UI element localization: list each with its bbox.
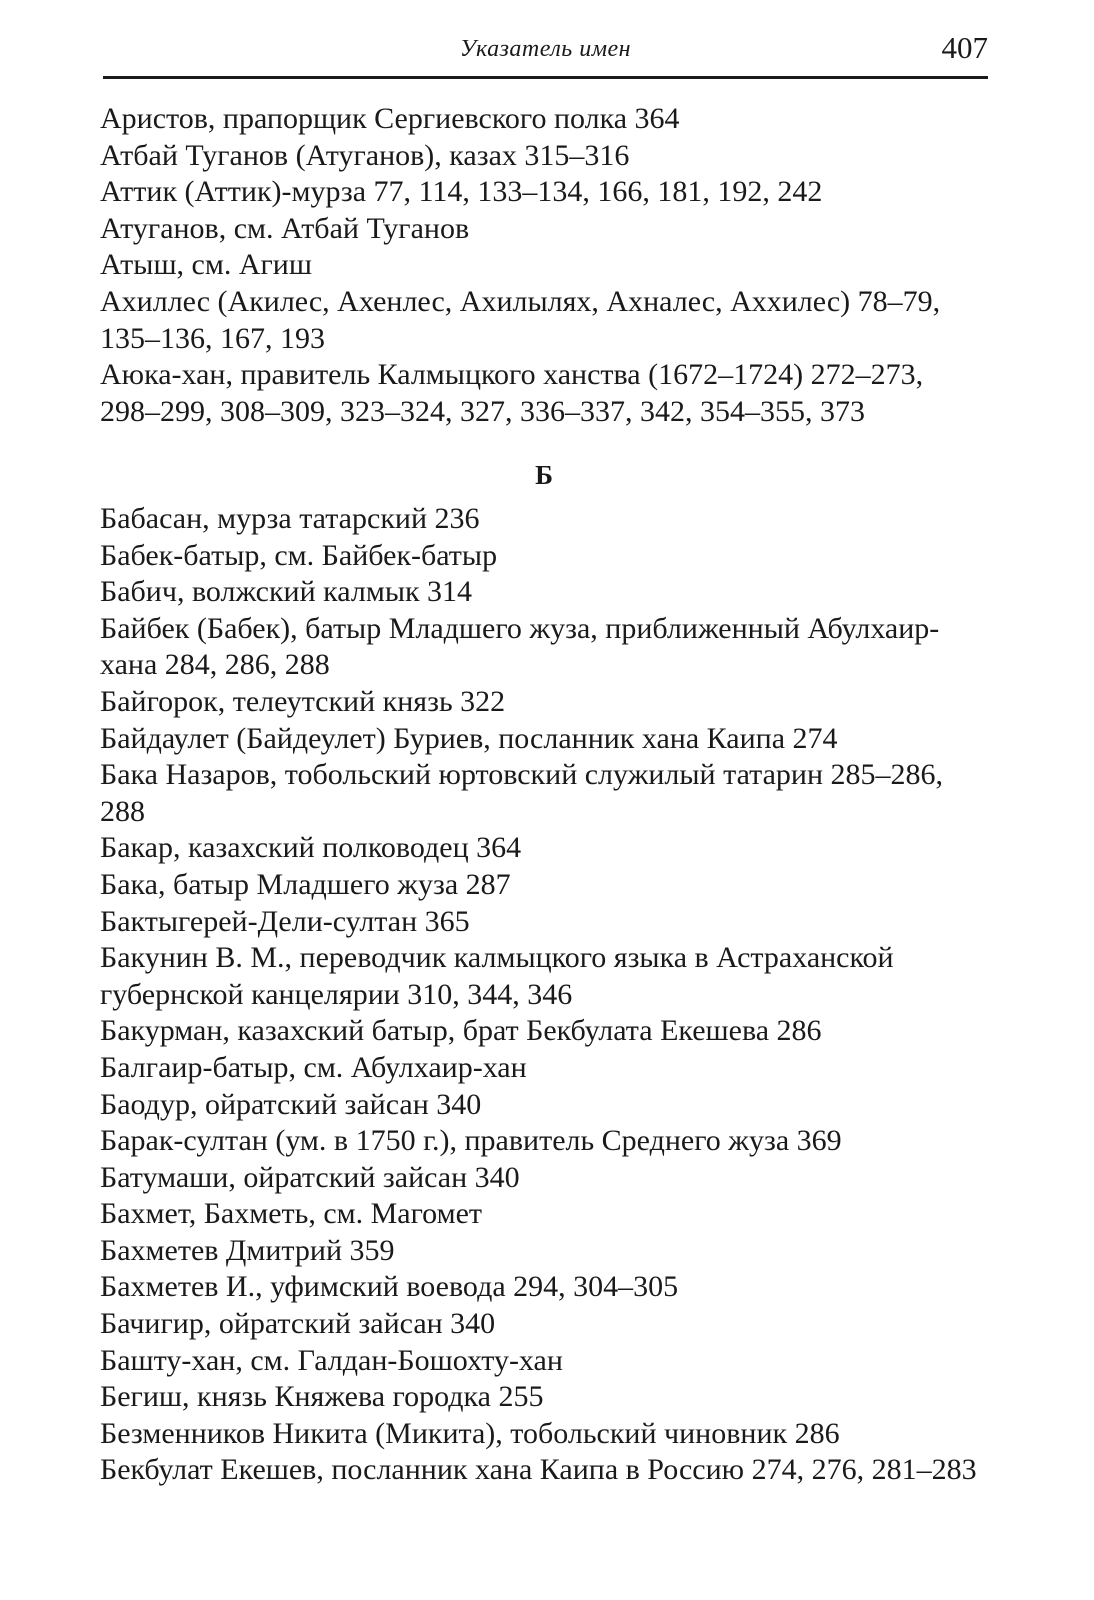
index-entry: Аристов, прапорщик Сергиевского полка 364 xyxy=(100,102,680,135)
header-rule xyxy=(103,76,988,79)
index-entry: Бегиш, князь Княжева городка 255 xyxy=(100,1380,544,1414)
index-entry: Бакар, казахский полководец 364 xyxy=(100,831,522,865)
index-entry: Безменников Никита (Микита), тобольский чиновник 286 xyxy=(100,1416,840,1450)
index-entry: Бакурман, казахский батыр, брат Бекбулата Екешева 286 xyxy=(100,1014,822,1048)
running-title: Указатель имен xyxy=(459,36,632,62)
index-entry: Балгаир-батыр, см. Абулхаир-хан xyxy=(100,1050,527,1084)
index-block-b xyxy=(100,501,988,1489)
section-letter: Б xyxy=(535,460,553,490)
index-entry: Бабек-батыр, см. Байбек-батыр xyxy=(100,538,498,572)
page-number: 407 xyxy=(941,30,988,65)
index-entry: Байдаулет (Байдеулет) Буриев, посланник хана Каипа 274 xyxy=(100,721,838,755)
index-entry: Бекбулат Екешев, посланник хана Каипа в Россию 274, 276, 281–283 xyxy=(100,1453,977,1487)
page-header xyxy=(103,28,988,78)
index-entry: Байбек (Бабек), батыр Младшего жуза, приближенный Абулхаир-хана 284, 286, 288 xyxy=(100,611,940,682)
index-entry: Бахметев Дмитрий 359 xyxy=(100,1233,395,1267)
index-entry: Атуганов, см. Атбай Туганов xyxy=(100,211,470,245)
index-entry: Атбай Туганов (Атуганов), казах 315–316 xyxy=(100,138,630,172)
index-entry: Батумаши, ойратский зайсан 340 xyxy=(100,1160,520,1194)
index-entry: Башту-хан, см. Галдан-Бошохту-хан xyxy=(100,1343,563,1377)
index-entry: Бахметев И., уфимский воевода 294, 304–305 xyxy=(100,1270,679,1304)
index-entry: Барак-султан (ум. в 1750 г.), правитель Среднего жуза 369 xyxy=(100,1124,842,1158)
index-entry: Бахмет, Бахметь, см. Магомет xyxy=(100,1197,483,1231)
index-entry: Ахиллес (Акилес, Ахенлес, Ахилылях, Ахналес, Аххилес) 78–79, 135–136, 167, 193 xyxy=(100,284,941,355)
index-entry: Баодур, ойратский зайсан 340 xyxy=(100,1087,482,1121)
index-entry: Бака Назаров, тобольский юртовский служилый татарин 285–286, 288 xyxy=(100,758,944,828)
index-entry: Бактыгерей-Дели-султан 365 xyxy=(100,904,470,938)
index-entry: Бабич, волжский калмык 314 xyxy=(100,575,473,609)
index-block-a xyxy=(100,101,988,430)
index-entry: Аюка-хан, правитель Калмыцкого ханства (1672–1724) 272–273, 298–299, 308–309, 323–324, 327, 336–337, 342, 354–355, 373 xyxy=(100,358,924,428)
index-entry: Байгорок, телеутский князь 322 xyxy=(100,684,506,718)
index-entry: Бабасан, мурза татарский 236 xyxy=(100,502,480,535)
index-entry: Бачигир, ойратский зайсан 340 xyxy=(100,1307,496,1341)
index-entry: Атыш, см. Агиш xyxy=(100,248,312,282)
index-entry: Бакунин В. М., переводчик калмыцкого языка в Астраханской губернской канцелярии 310, 344, 346 xyxy=(100,941,894,1011)
index-entry: Аттик (Аттик)-мурза 77, 114, 133–134, 166, 181, 192, 242 xyxy=(100,175,823,209)
index-entry: Бака, батыр Младшего жуза 287 xyxy=(100,867,511,901)
